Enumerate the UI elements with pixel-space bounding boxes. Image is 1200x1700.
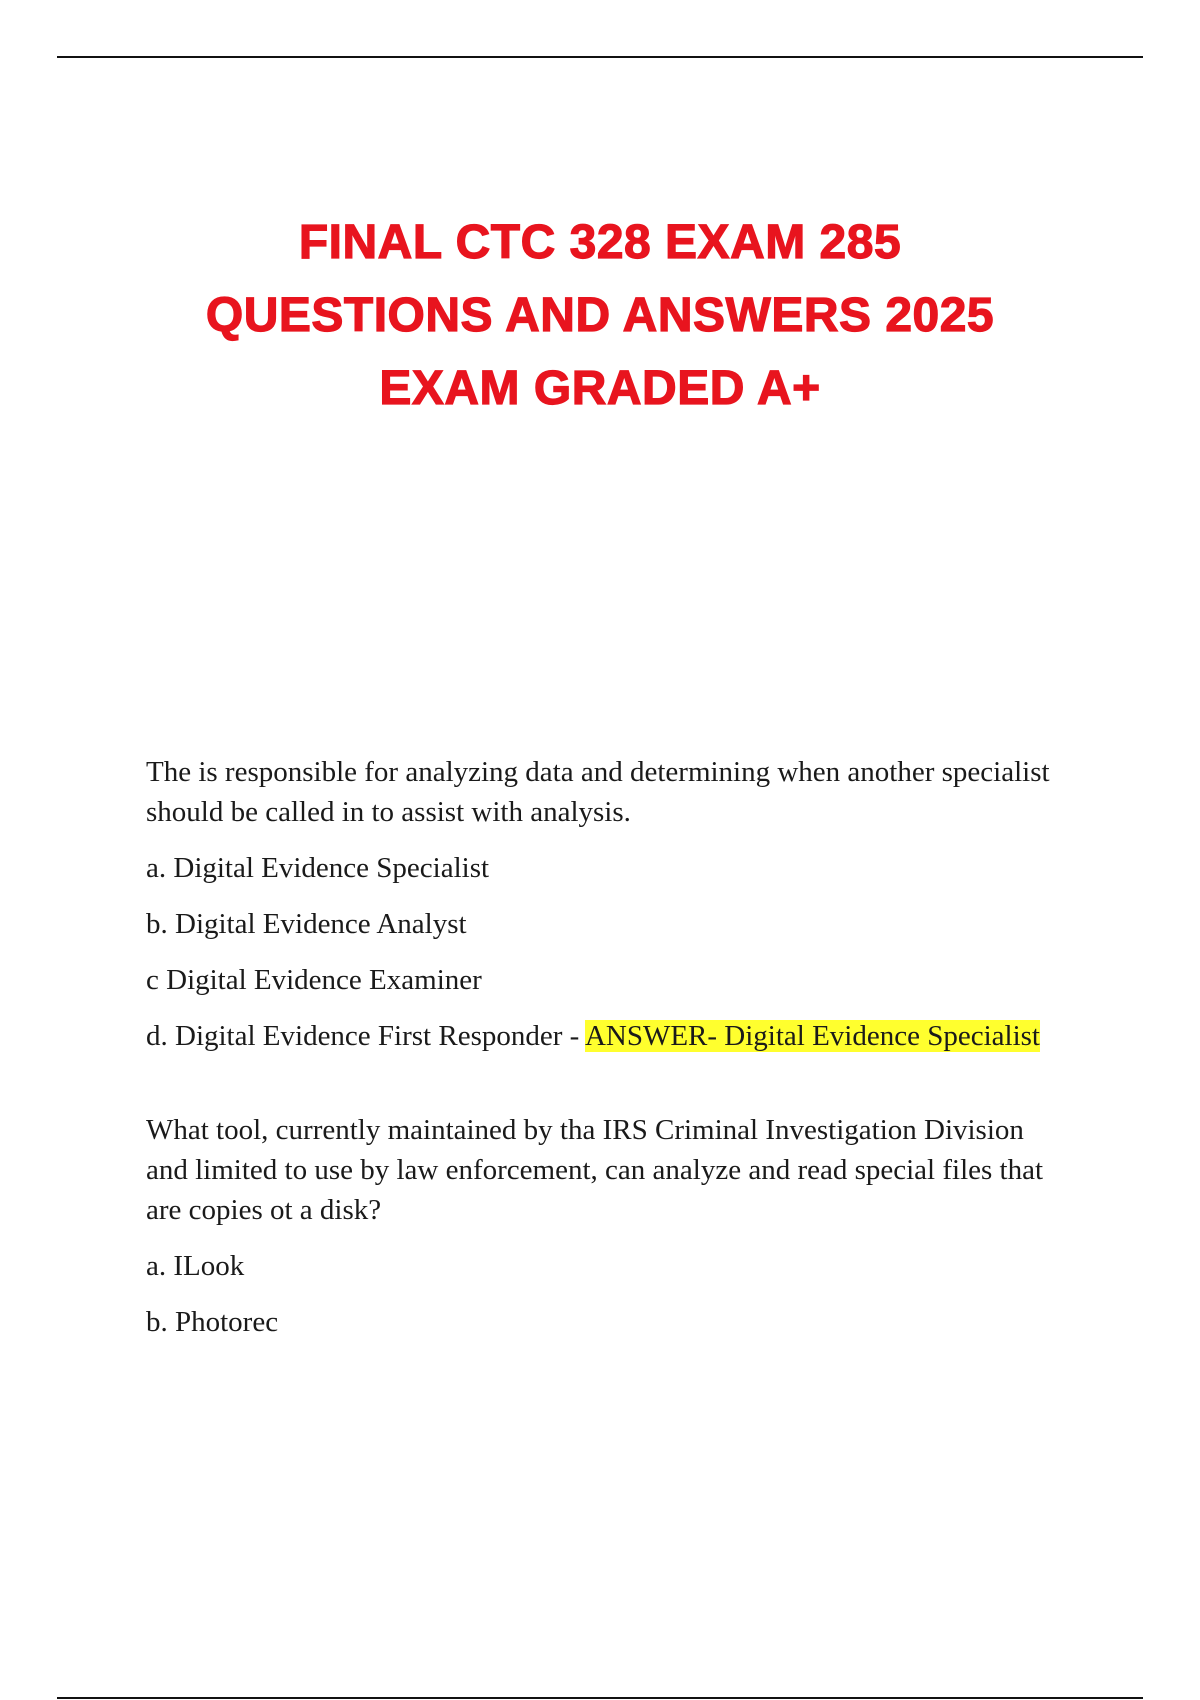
title-line-2: QUESTIONS AND ANSWERS 2025 <box>205 289 995 342</box>
question-text: The is responsible for analyzing data and determining when another specialist should be called in to assist with analysis. <box>146 756 1050 828</box>
top-rule <box>57 56 1143 58</box>
option-d: d. Digital Evidence First Responder - <box>146 1020 585 1052</box>
bottom-rule <box>57 1697 1143 1699</box>
answer-highlight: ANSWER- Digital Evidence Specialist <box>584 1020 1040 1052</box>
title-line-1: FINAL CTC 328 EXAM 285 <box>298 216 902 269</box>
option-a: a. Digital Evidence Specialist <box>146 852 490 884</box>
option-c: c Digital Evidence Examiner <box>146 964 482 996</box>
option-b: b. Digital Evidence Analyst <box>146 908 467 940</box>
option-d-with-answer <box>146 1016 1066 1056</box>
option-b: b. Photorec <box>146 1306 279 1338</box>
question-block-2 <box>146 1110 1066 1342</box>
title-line-3: EXAM GRADED A+ <box>379 362 821 415</box>
question-text: What tool, currently maintained by tha IRS Criminal Investigation Division and limited to use by law enforcement, can analyze and read special files that are copies ot a disk? <box>146 1114 1044 1226</box>
document-title <box>0 206 1200 425</box>
option-a: a. ILook <box>146 1250 245 1282</box>
document-body <box>146 752 1066 1358</box>
question-block-1 <box>146 752 1066 1056</box>
